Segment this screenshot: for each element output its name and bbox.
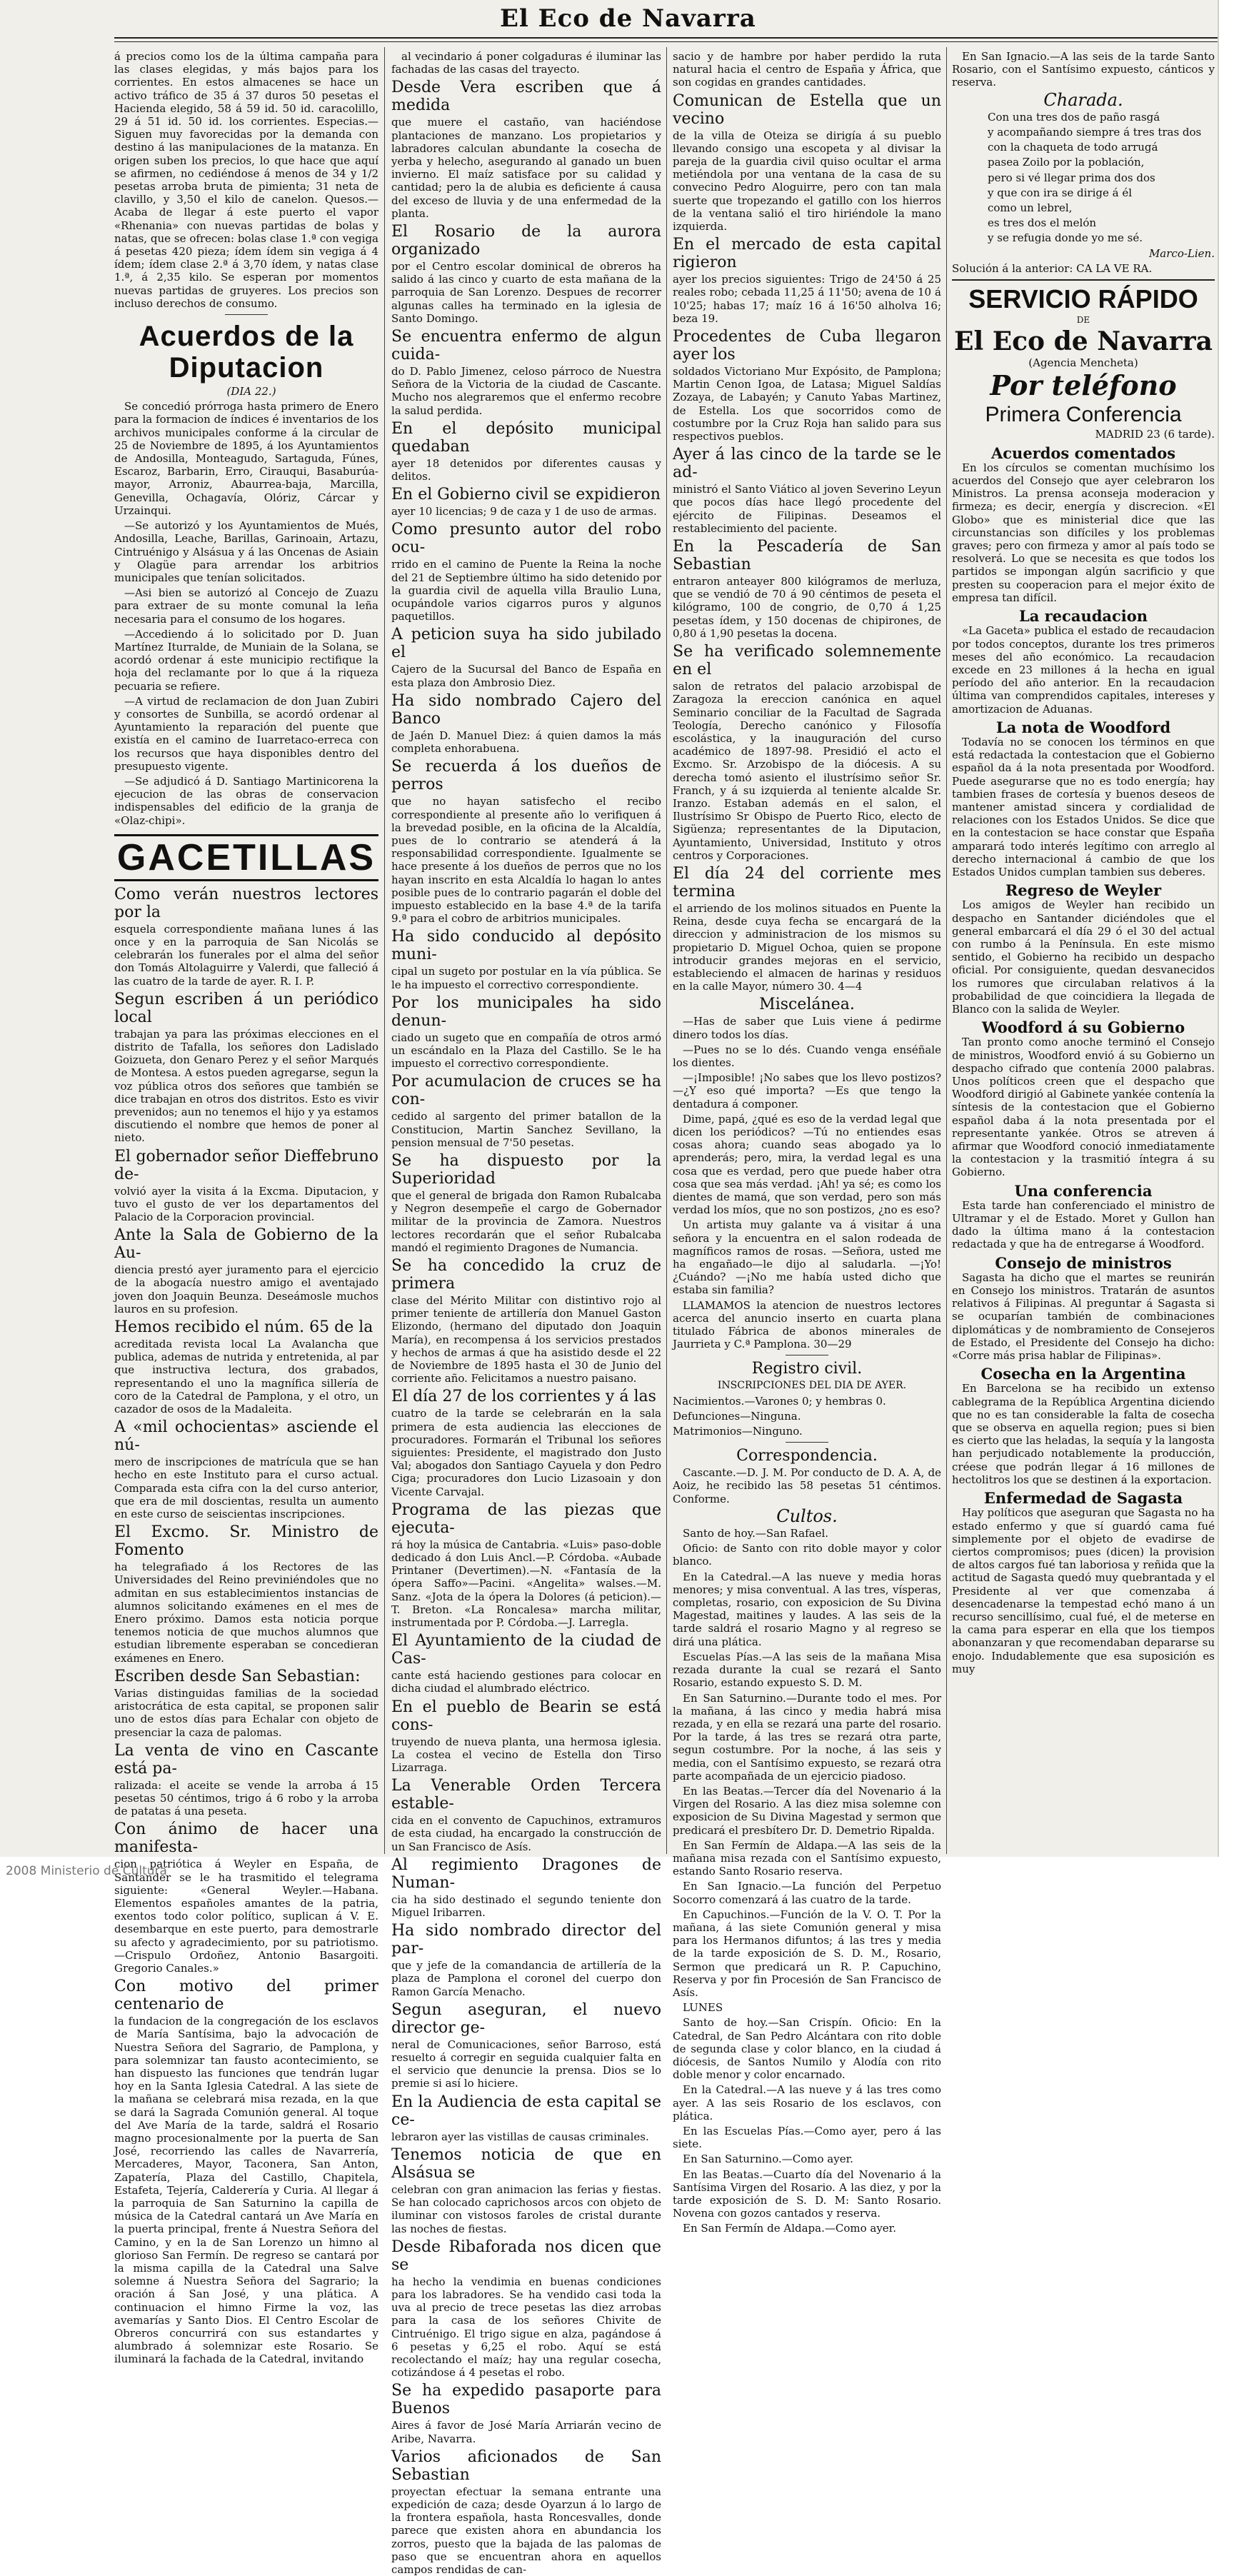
telegram-headline: Consejo de ministros [995,1253,1172,1272]
charada-line: y que con ira se dirige á él [988,186,1133,199]
acuerdo-item: —Accediendo á lo solicitado por D. Juan Martínez Iturralde, de Muniain de la Solana, se acordó ordenar á este municipio rectifique la hoja del reclamante por lo que á la riqueza pecuaria se refiere. [114,627,378,693]
gacetilla-body: diencia prestó ayer juramento para el ejercicio de la abogacía nuestro amigo el aventajado joven don Joaquin Beunza. Deseámosle muchos lauros en su profesion. [114,1263,378,1315]
news-item-headline: El día 24 del corriente mes termina [673,864,941,901]
news-item-headline: Se encuentra enfermo de algun cuida- [391,328,661,364]
news-item-headline: La Venerable Orden Tercera estable- [391,1777,661,1813]
masthead-rule [114,37,1218,39]
news-item-body: cia ha sido destinado el segundo teniente don Miguel Iribarren. [391,1893,661,1920]
gacetilla-body: cion patriótica á Weyler en España, de Santander se le ha trasmitido el telegrama siguiente: «General Weyler.—Habana. Elementos españoles amantes de la patria, exentos todo color político, suplican á V. E. desembarque en este puerto, para demostrarle su afecto y agradecimiento, por su patriotismo.—Crispulo Ordoñez, Antonio Basargoiti. Gregorio Canales.» [114,1858,378,1975]
telegram-body: Todavía no se conocen los términos en que está redactada la contestacion que el Gobierno español da á la nota presentada por Woodford. Puede asegurarse que no es todo energía; hay tambien frases de cortesía y buenos deseos de mantener amistad sincera y cordialidad de relaciones con los Estados Unidos. Se dice que en la contestacion se hace constar que España amparará todo interés legítimo con arreglo al derecho internacional á cambio de que los Estados Unidos cumplan tambien sus deberes. [952,735,1215,878]
acuerdo-item: —Asi bien se autorizó al Concejo de Zuazu para extraer de su monte comunal la leña necesaria para el consumo de los hogares. [114,586,378,626]
gacetilla-headline: A «mil ochocientas» asciende el nú- [114,1418,378,1455]
telegram-body: Hay políticos que aseguran que Sagasta no ha estado enfermo y que sí guardó cama fué simplemente por el objeto de evadirse de ciertos compromisos; pues (dicen) la provision de altos cargos fué tan laboriosa y reñida que la actitud de Sagasta quedó muy quebrantada y el Presidente al ver que comenzaba á desencadenarse la tempestad echó mano á un recurso sencillísimo, cual fué, el de meterse en la cama para esperar en ella que los tiempos abonanzaran y que recomendaban depararse su enojo. Indudablemente que esa suposición es muy [952,1506,1215,1675]
cultos-item: En la Catedral.—A las nueve y á las tres como ayer. A las seis Rosario de los esclavos, con plática. [673,2083,941,2123]
registro-subtitle: INSCRIPCIONES DEL DIA DE AYER. [717,1380,907,1392]
telegram-headline: Acuerdos comentados [990,443,1176,462]
cultos-item: En las Beatas.—Tercer día del Novenario á la Virgen del Rosario. A las diez misa solemne con exposicion de Su Divina Magestad y sermon que predicará el presbítero Dr. D. Demetrio Ripalda. [673,1784,941,1837]
primera-conferencia: Primera Conferencia [985,403,1182,427]
acuerdo-item: —Se adjudicó á D. Santiago Martinicorena la ejecucion de las obras de conservacion indispensables del edificio de la granja de «Olaz-chipi». [114,774,378,827]
san-ignacio-text: En San Ignacio.—A las seis de la tarde Santo Rosario, con el Santísimo expuesto, cánticos y reserva. [952,50,1215,89]
charada-line: pero si vé llegar prima dos dos [988,171,1155,184]
column-2-list [391,50,661,2576]
news-item-headline: Ha sido conducido al depósito muni- [391,928,661,964]
column-3 [673,50,941,2235]
news-item-body: de la villa de Oteiza se dirigía á su pueblo llevando consigo una escopeta y al divisar la pareja de la guardia civil quiso ocultar el arma metiéndola por una ventana de la casa de su convecino Pedro Aloguirre, pero con tan mala suerte que tropezando el gatillo con los hierros de la ventana salió el tiro hiriéndole la mano izquierda. [673,129,941,234]
news-item-body: ha hecho la vendimia en buenas condiciones para los labradores. Se ha vendido casi toda la uva al precio de trece pesetas las diez arrobas para la casa de los señores Chivite de Cintruénigo. El trigo sigue en alza, pagándose á 6 pesetas y 6,25 el robo. Aquí se está recolectando el maíz; hay una regular cosecha, cotizándose á 4 pesetas el robo. [391,2275,661,2380]
gacetilla-body: mero de inscripciones de matrícula que se han hecho en este Instituto para el curso actual. Comparada esta cifra con la del curso anterior, que era de mil doscientas, resulta un aumento en este curso de seiscientas inscripciones. [114,1455,378,1521]
telegram-headline: Woodford á su Gobierno [981,1018,1185,1037]
gacetilla-body: esquela correspondiente mañana lunes á las once y en la parroquia de San Nicolás se celebrarán los funerales por el alma del señor don Tomás Altolaguirre y Valerdi, que falleció á las cuatro de la tarde de ayer. R. I. P. [114,922,378,988]
cultos-item: En San Fermín de Aldapa.—Como ayer. [683,2222,896,2235]
column-1 [114,50,378,2366]
news-item-headline: Comunican de Estella que un vecino [673,91,941,128]
news-item-headline: En la Pescadería de San Sebastian [673,538,941,574]
news-item-body: cedido al sargento del primer batallon de la Constitucion, Martin Sanchez Sevillano, la pension mensual de 7'50 pesetas. [391,1110,661,1149]
news-item-headline: Procedentes de Cuba llegaron ayer los [673,328,941,364]
column-4 [952,50,1215,1853]
acuerdo-item: Se concedió prórroga hasta primero de Enero para la formacion de índices é inventarios de los archivos municipales conforme á la circular de 25 de Noviembre de 1895, á los Ayuntamientos de Andosilla, Monteagudo, Sartaguda, Fúnes, Escaroz, Barbarin, Erro, Cirauqui, Basaburúa-mayor, Arroniz, Abaurrea-baja, Marcilla, Genevilla, Ochagavía, Olóriz, Cárcar y Urzainqui. [114,400,378,517]
correspondencia-text: Cascante.—D. J. M. Por conducto de D. A. A, de Aoiz, he recibido las 58 pesetas 51 céntimos. Conforme. [673,1466,941,1505]
news-item-body: el arriendo de los molinos situados en Puente la Reina, desde cuya fecha se encargará de la direccion y administracion de los mismos su propietario D. Miguel Ochoa, quien se propone introducir grandes mejoras en el servicio, estableciendo el almacen de harinas y residuos en la calle Mayor, número 30. 4—4 [673,901,941,993]
miscelanea-item: —Pues no se lo dés. Cuando venga enséñale los dientes. [673,1043,941,1069]
news-item-body: proyectan efectuar la semana entrante una expedición de caza; desde Oyarzun á lo largo de la frontera española, hasta Roncesvalles, donde parece que existen ahora en abundancia los zorros, puesto que la bajada de las palomas de paso que se encuentran ahora en aquellos campos rendidas de can- [391,2485,661,2576]
telegram-body: «La Gaceta» publica el estado de recaudacion por todos conceptos, durante los tres primeros meses del año económico. La recaudacion excede en 23 millones á la hecha en igual período del año anterior. En la recaudacion última van comprendidos capitales, intereses y amortizacion de Aduanas. [952,624,1215,716]
news-item-body: al vecindario á poner colgaduras é iluminar las fachadas de las casas del trayecto. [391,50,661,76]
column-2 [391,50,661,2576]
news-item-headline: Tenemos noticia de que en Alsásua se [391,2145,661,2182]
news-item-headline: El día 27 de los corrientes y á las [391,1388,656,1406]
cultos-item: LUNES [683,2001,723,2015]
column-3-list [673,92,941,993]
telegram-headline: Regreso de Weyler [1005,881,1162,900]
gacetilla-headline: Con ánimo de hacer una manifesta- [114,1820,378,1857]
acuerdos-list [114,400,378,827]
telegram-body: Tan pronto como anoche terminó el Consejo de ministros, Woodford envió á su Gobierno un despacho cifrado que contenía 2000 palabras. Unos políticos creen que el despacho que Woodford dirigió al Gabinete yankée contenía la síntesis de la contestacion que el Gobierno español daba á la nota presentada por el representante yankée. Otros se atreven á afirmar que Woodford conoció inmediatamente la contestacion y la trasmitió íntegra á su Gobierno. [952,1036,1215,1179]
news-item-headline: Se ha expedido pasaporte para Buenos [391,2382,661,2418]
telegram-body: Sagasta ha dicho que el martes se reunirán en Consejo los ministros. Tratarán de asuntos relativos á Filipinas. Al preguntar á Sagasta si se ocuparían también de combinaciones diplomáticas y de nombramiento de Consejeros de Estado, el Presidente del Consejo ha dicho: «Corre más prisa hablar de Filipinas». [952,1271,1215,1363]
charada-line: y acompañando siempre á tres tras dos [988,126,1202,139]
miscelanea-item: Dime, papá, ¿qué es eso de la verdad legal que dicen los periódicos? —Tú no entiendes esas cosas ahora; cuando seas abogado ya lo aprenderás; pero, mira, la verdad legal es una cosa que es verdad, pero que puede haber otra cosa que sea más verdad. ¡Ah! ya sé; es como los dientes de mamá, que son verdad, pero son más verdad los míos, que no son postizos, ¿no es eso? [673,1112,941,1217]
news-list [952,443,1215,1675]
dateline: MADRID 23 (6 tarde). [1095,428,1215,441]
telegram-headline: Cosecha en la Argentina [980,1365,1186,1383]
news-item-headline: Se recuerda á los dueños de perros [391,758,661,794]
miscelanea-item: Un artista muy galante va á visitar á una señora y la encuentra en el salon rodeada de magníficos ramos de rosas. —Señora, usted me ha engañado—le dijo al saludarla. —¡Yo! ¿Cuándo? —¡No me había usted dicho que estaba sin familia? [673,1218,941,1297]
news-item-body: ayer 10 licencias; 9 de caza y 1 de uso de armas. [391,505,657,518]
miscelanea-item: —¡Imposible! ¡No sabes que los llevo postizos? —¿Y eso qué importa? —Es que tengo la dentadura á componer. [673,1071,941,1111]
news-item-body: rá hoy la música de Cantabria. «Luis» paso-doble dedicado á don Luis Ancl.—P. Córdoba. «Aubade Printaner (Devertimen).—N. «Fantasía de la ópera Saffo»—Pacini. «Angelita» walses.—M. Sanz. «Jota de la ópera la Dolores (á peticion).—T. Breton. «La Roncalesa» marcha militar, instrumentada por P. Córdoba.—J. Larregla. [391,1538,661,1630]
cultos-item: En la Catedral.—A las nueve y media horas menores; y misa conventual. A las tres, vísperas, completas, rosario, con exposicion de Su Divina Magestad, maitines y laudes. A las seis de la tarde saldrá el rosario Magno y al regreso se dirá una plática. [673,1570,941,1648]
gacetilla-body: volvió ayer la visita á la Excma. Diputacion, y tuvo el gusto de ver los departamentos del Palacio de la Corporacion provincial. [114,1184,378,1224]
news-item-body: ciado un sugeto que en compañía de otros armó un escándalo en la Plaza del Castillo. Se le ha impuesto el correctivo correspondiente. [391,1031,661,1071]
news-item-body: do D. Pablo Jimenez, celoso párroco de Nuestra Señora de la Victoria de la ciudad de Cascante. Mucho nos alegraremos que el enfermo recobre la salud perdida. [391,365,661,417]
news-item-headline: Se ha concedido la cruz de primera [391,1256,661,1293]
registro-item: Nacimientos.—Varones 0; y hembras 0. [673,1394,886,1408]
news-item-body: celebran con gran animacion las ferias y fiestas. Se han colocado caprichosos arcos con objeto de iluminar con vistosos faroles de cristal durante las noches de fiestas. [391,2182,661,2235]
telegram-body: Esta tarde han conferenciado el ministro de Ultramar y el de Estado. Moret y Gullon han dado la última mano á la contestacion redactada y que ha de entregarse á Woodford. [952,1198,1215,1251]
news-item-headline: En el mercado de esta capital rigieron [673,236,941,272]
cultos-item: En San Saturnino.—Durante todo el mes. Por la mañana, á las cinco y media habrá misa rezada, y en ella se rezará una parte del rosario. Por la tarde, á las tres se rezará otra parte, segun costumbre. Por la noche, á las seis y media, con el Santísimo expuesto, se rezará otra parte acompañada de un ejercicio piadoso. [673,1691,941,1783]
news-item-body: Cajero de la Sucursal del Banco de España en esta plaza don Ambrosio Diez. [391,663,661,689]
news-item-body: cuatro de la tarde se celebrarán en la sala primera de esta audiencia las elecciones de procuradores. Formarán el Tribunal los señores siguientes: Presidente, el magistrado don Justo Val; abogados don Santiago Cayuela y don Pedro Ciga; procuradores don Lucio Lizasoain y don Vicente Carvajal. [391,1407,661,1498]
gacetilla-body: ralizada: el aceite se vende la arroba á 15 pesetas 50 céntimos, trigo á 6 robo y la arroba de patatas á una peseta. [114,1778,378,1818]
gacetilla-body: Varias distinguidas familias de la sociedad aristocrática de esta capital, se proponen salir uno de estos días para Echalar con objeto de presenciar la caza de palomas. [114,1686,378,1739]
servicio-de: DE [1076,315,1090,326]
gacetilla-headline: Hemos recibido el núm. 65 de la [114,1318,373,1337]
cultos-item: En Capuchinos.—Función de la V. O. T. Por la mañana, á las siete Comunión general y misa para los Hermanos difuntos; á las tres y media de la tarde exposición de S. D. M., Rosario, Sermon que predicará un R. P. Capuchino, Reserva y por fin Procesión de San Francisco de Asís. [673,1908,941,1999]
gacetilla-headline: Ante la Sala de Gobierno de la Au- [114,1226,378,1263]
news-item-body: de Jaén D. Manuel Diez: á quien damos la más completa enhorabuena. [391,728,661,756]
solucion-text: Solución á la anterior: CA LA VE RA. [952,261,1153,275]
cultos-title: Cultos. [776,1505,838,1526]
cultos-item: En las Beatas.—Cuarto día del Novenario á la Santísima Virgen del Rosario. A las diez, y por la tarde exposición de S. D. M: Santo Rosario. Novena con gozos cantados y reserva. [673,2167,941,2220]
news-item-headline: En el pueblo de Bearin se está cons- [391,1698,661,1734]
news-item-headline: Desde Vera escriben que á medida [391,79,661,115]
acuerdos-title: Acuerdos de la Diputacion [139,321,354,384]
gacetilla-headline: El Excmo. Sr. Ministro de Fomento [114,1523,378,1560]
telegram-body: Los amigos de Weyler han recibido un despacho en Santander diciéndoles que el general embarcará el día 29 ó el 30 del actual con rumbo á la Península. En este mismo sentido, el Gobierno ha recibido un despacho oficial. Por consiguiente, quedan desvanecidos los rumores que circulaban relativos á la probabilidad de que coincidiera la llegada de Blanco con la salida de Weyler. [952,898,1215,1016]
divider [786,1442,828,1443]
news-item-headline: Se ha verificado solemnemente en el [673,643,941,679]
miscelanea-title: Miscelánea. [759,996,855,1014]
charada-signature: Marco-Lien. [1148,246,1215,260]
news-item-headline: Programa de las piezas que ejecuta- [391,1500,661,1537]
masthead: El Eco de Navarra [500,4,756,33]
acuerdo-item: —Se autorizó y los Ayuntamientos de Mués, Andosilla, Leache, Barillas, Garinoain, Artazu, Cintruénigo y Alsásua y á las Oncenas de Asiain y Olagüe para arrendar los arbitrios municipales que tenían solicitados. [114,519,378,584]
news-item-body: truyendo de nueva planta, una hermosa iglesia. La costea el vecino de Estella don Tirso Lizarraga. [391,1735,661,1775]
cultos-item: Santo de hoy.—San Crispín. Oficio: En la Catedral, de San Pedro Alcántara con rito doble de segunda clase y color blanco, en la ciudad á diócesis, de Santos Numilo y Alodía con rito doble menor y color encarnado. [673,2016,941,2082]
gacetillas-title: GACETILLAS [114,834,378,881]
news-item-headline: El Ayuntamiento de la ciudad de Cas- [391,1632,661,1668]
correspondencia-title: Correspondencia. [736,1447,878,1465]
news-item-body: que y jefe de la comandancia de artillería de la plaza de Pamplona el coronel del cuerpo don Ramon García Menacho. [391,1959,661,1998]
news-item-headline: Como presunto autor del robo ocu- [391,521,661,557]
news-item-body: cida en el convento de Capuchinos, extramuros de esta ciudad, ha encargado la construcción de un San Francisco de Asís. [391,1814,661,1853]
news-item-body: rrido en el camino de Puente la Reina la noche del 21 de Septiembre último ha sido detenido por la guardia civil de aquella villa Braulio Luna, ocupándole varios cigarros puros y algunos paquetillos. [391,558,661,623]
agencia: (Agencia Mencheta) [1028,356,1138,370]
gacetilla-headline: Con motivo del primer centenario de [114,1978,378,2014]
news-item-headline: Desde Ribaforada nos dicen que se [391,2237,661,2274]
market-text: á precios como los de la última campaña para las clases elegidas, y más bajos para los corrientes. En estos almacenes se hace un activo tráfico de 35 á 37 duros 50 pesetas el Hacienda elegido, 58 á 59 id. 50 id. caracolillo, 29 á 51 id. 50 id. los corrientes. Especias.—Siguen muy favorecidas por la demanda con destino á las manipulaciones de la matanza. En origen suben los precios, lo que hace que aquí se afirmen, no cediéndose á menos de 34 y 1/2 pesetas arroba bruta de pimienta; 31 neta de clavillo, y 3,50 el kilo de canelon. Quesos.—Acaba de llegar á este puerto el vapor «Rhenania» con nuevas partidas de bolas y natas, que se ofrecen: bolas clase 1.ª con vegiga á pesetas 420 pieza; ídem ídem sin vegiga á 4 ídem; ídem clase 2.ª á 3,70 ídem, y natas clase 1.ª, á 2,35 kilo. Se esperan por momentos nuevas partidas de gruyeres. Los precios son incluso derechos de consumo. [114,50,378,310]
charada-line: con la chaqueta de todo arrugá [988,141,1158,154]
charada-line: Con una tres dos de paño rasgá [988,110,1160,124]
telegram-body: En Barcelona se ha recibido un extenso cablegrama de la República Argentina diciendo que no es tan considerable la falta de cosecha que se observa en aquella region; pues si bien es cierto que las heladas, la sequía y la langosta han perjudicado notablemente la producción, créese que podrán llegar á 16 millones de hectolitros los que se destinen á la exportacion. [952,1382,1215,1486]
cultos-list [673,1527,941,2235]
news-item-headline: Segun aseguran, el nuevo director ge- [391,2000,661,2037]
news-item-body: Aires á favor de José María Arriarán vecino de Aribe, Navarra. [391,2419,661,2445]
gacetilla-headline: La venta de vino en Cascante está pa- [114,1741,378,1778]
cultos-item: Escuelas Pías.—A las seis de la mañana Misa rezada durante la cual se rezará el Santo Rosario, estando expuesto S. D. M. [673,1650,941,1690]
news-item-headline: El Rosario de la aurora organizado [391,223,661,259]
servicio-rapido-title: SERVICIO RÁPIDO [968,284,1198,314]
footer-credit: 2008 Ministerio de Cultura [6,1864,167,1878]
registro-list [673,1395,941,1438]
cultos-item: En San Saturnino.—Como ayer. [683,2152,853,2166]
gacetilla-headline: Como verán nuestros lectores por la [114,885,378,921]
gacetilla-body: trabajan ya para las próximas elecciones en el distrito de Tafalla, los señores don Ladislado Goizueta, don Genaro Perez y el señor Marqués de Montesa. A estos pueden agregarse, segun la voz pública otros dos señores que también se dice trabajan en otros dos distritos. Esto es vivir prevenidos; aun no tenemos el hijo y ya estamos discutiendo el nombre que hemos de poner al nieto. [114,1027,378,1145]
news-item-body: que muere el castaño, van haciéndose plantaciones de manzano. Los propietarios y labradores calculan abundante la cosecha de yerba y helecho, asegurando al ganado un buen invierno. El maíz satisface por su calidad y cantidad; pero la de alubia es deficiente á causa del exceso de lluvia y de una enfermedad de la planta. [391,116,661,220]
telegram-headline: La recaudacion [1018,607,1148,626]
column-separator [946,47,947,1854]
news-item-body: soldados Victoriano Mur Expósito, de Pamplona; Martin Cenon Igoa, de Latasa; Miguel Saldías Zozaya, de Labayén; y Canuto Yabas Martinez, de Estella. Los que socorridos como de costumbre por la Cruz Roja han salido para sus respectivos pueblos. [673,365,941,443]
miscelanea-item: —Has de saber que Luis viene á pedirme dinero todos los días. [673,1015,941,1041]
divider [952,279,1215,281]
cultos-item: En las Escuelas Pías.—Como ayer, pero á las siete. [673,2125,941,2151]
acuerdo-item: —A virtud de reclamacion de don Juan Zubiri y consortes de Sunbilla, se acordó ordenar al Ayuntamiento la reparación del puente que existía en el camino de Iuarretaco-erreca con los recursos que haya disponibles dentro del presupuesto vigente. [114,694,378,773]
news-item-body: entraron anteayer 800 kilógramos de merluza, que se vendió de 70 á 90 céntimos de peseta el kilógramo, 100 de congrio, de 0,70 á 1,25 pesetas ídem, y 150 docenas de chipirones, de 0,80 á 1,90 pesetas la docena. [673,575,941,640]
charada-line: pasea Zoilo por la población, [988,156,1145,169]
charada-title: Charada. [1043,89,1123,110]
news-item-headline: Por acumulacion de cruces se ha con- [391,1073,661,1109]
news-item-headline: En la Audiencia de esta capital se ce- [391,2093,661,2129]
cultos-item: Santo de hoy.—San Rafael. [683,1527,829,1540]
charada-verse [952,111,1215,245]
news-item-body: ayer 18 detenidos por diferentes causas y delitos. [391,456,661,483]
news-item-headline: Ha sido nombrado Cajero del Banco [391,691,661,728]
registro-title: Registro civil. [751,1360,863,1378]
column-separator [384,47,385,1854]
charada-line: y se refugia donde yo me sé. [988,231,1143,245]
gacetilla-body: ha telegrafiado á los Rectores de las Universidades del Reino previniéndoles que no admitan en sus establecimientos instancias de alumnos solicitando exámenes en el mes de Enero próximo. Damos esta noticia porque tenemos noticia de que muchos alumnos que estudian libremente esperaban se concedieran exámenes en Enero. [114,1560,378,1665]
telegram-body: En los círculos se comentan muchísimo los acuerdos del Consejo que ayer celebraron los Ministros. La prensa aconseja moderacion y firmeza; es decir, energía y discrecion. «El Globo» que es ministerial dice que las circunstancias son difíciles y los problemas graves; pero con firmeza y amor al país todo se resolverá. Lo que se necesita es que todos los partidos se impongan algún sacrificio y que presten su cooperacion para el mejor éxito de empresa tan difícil. [952,461,1215,604]
masthead-rule-thin [114,41,1218,42]
news-item-body: clase del Mérito Militar con distintivo rojo al primer teniente de artillería don Manuel Gaston Elizondo, (hermano del diputado don Joaquin María), en recompensa á los servicios prestados y hechos de armas á que ha asistido desde el 22 de Noviembre de 1895 hasta el 30 de Junio del corriente año. Felicitamos a nuestro paisano. [391,1293,661,1385]
news-item-headline: Varios aficionados de San Sebastian [391,2447,661,2484]
telegram-headline: Una conferencia [1014,1181,1153,1200]
charada-line: es tres dos el melón [988,216,1097,230]
intro-text: sacio y de hambre por haber perdido la ruta natural hacia el centro de España y África, que son cogidas en grandes cantidades. [673,50,941,89]
miscelanea-item: LLAMAMOS la atencion de nuestros lectores acerca del anuncio inserto en cuarta plana titulado Fábrica de abonos minerales de Jaurrieta y C.ª Pamplona. 30—29 [673,1298,941,1351]
news-item-body: cipal un sugeto por postular en la vía pública. Se le ha impuesto el correctivo correspondiente. [391,965,661,991]
gacetilla-headline: El gobernador señor Dieffebruno de- [114,1147,378,1183]
news-item-headline: Ayer á las cinco de la tarde se le ad- [673,446,941,482]
gacetilla-body: acreditada revista local La Avalancha que publica, ademas de nutrida y entretenida, al par que instructiva lectura, dos grabados, representando el uno la magnífica sillería de coro de la Catedral de Pamplona, y el otro, un cazador de osos de la Madaleita. [114,1338,378,1416]
news-item-body: ministró el Santo Viático al joven Severino Leyun que pocos días hace llegó procedente del ejército de Filipinas. Deseamos el restablecimiento del paciente. [673,483,941,535]
news-item-body: salon de retratos del palacio arzobispal de Zaragoza la ereccion canónica en aquel Seminario conciliar de la Facultad de Sagrada Teología, Derecho canónico y Filosofía escolástica, y la inauguración del curso académico de 1897-98. Presidió el acto el Excmo. Sr. Arzobispo de la diócesis. A su derecha tomó asiento el ilustrísimo señor Sr. Franch, y á su izquierda al teniente alcalde Sr. Iranzo. Estaban además en el salon, el Ilustrísimo Sr Obispo de Puerto Rico, electo de Sigüenza; representantes de la Diputacion, Ayuntamiento, Universidad, Instituto y otros centros y Corporaciones. [673,680,941,862]
gacetilla-headline: Segun escriben á un periódico local [114,990,378,1026]
news-item-headline: Al regimiento Dragones de Numan- [391,1855,661,1892]
news-item-headline: Se ha dispuesto por la Superioridad [391,1151,661,1188]
news-item-body: por el Centro escolar dominical de obreros ha salido á las cinco y cuarto de esta mañana de la parroquia de San Lorenzo. Despues de recorrer algunas calles ha terminado en la iglesia de Santo Domingo. [391,260,661,325]
news-item-body: lebraron ayer las vistillas de causas criminales. [391,2130,649,2143]
divider [225,314,268,315]
news-item-headline: Ha sido nombrado director del par- [391,1922,661,1958]
news-item-headline: A peticion suya ha sido jubilado el [391,626,661,662]
charada-line: como un lebrel, [988,201,1073,215]
cultos-item: Oficio: de Santo con rito doble mayor y color blanco. [673,1542,941,1568]
gacetillas-list [114,886,378,2366]
registro-item: Matrimonios—Ninguno. [673,1425,803,1438]
por-telefono: Por teléfono [990,369,1177,402]
news-item-body: neral de Comunicaciones, señor Barroso, está resuelto á corregir en seguida cualquier falta en el servicio que denuncie la prensa. Dios se lo premie si así lo hiciere. [391,2038,661,2090]
acuerdos-date: (DIA 22.) [226,385,276,399]
cultos-item: En San Ignacio.—La función del Perpetuo Socorro comenzará á las cuatro de la tarde. [673,1880,941,1906]
gacetilla-body: la fundacion de la congregación de los esclavos de María Santísima, bajo la advocación de Nuestra Señora del Sagrario, de Pamplona, y para solemnizar tan fausto acontecimiento, se han dispuesto las funciones que tendrán lugar hoy en la Santa Iglesia Catedral. A las siete de la mañana se celebrará misa rezada, en la que se dará la Sagrada Comunión general. Al toque del Ave María de la tarde, saldrá el Rosario magno procesionalmente por la puerta de San José, recorriendo las calles de Navarrería, Mercaderes, Mayor, Taconera, San Anton, Zapatería, Plaza del Castillo, Chapitela, Estafeta, Tejería, Calderería y Curia. Al llegar á la parroquia de San Saturnino la capilla de música de la Catedral cantará un Ave María en la puerta principal, frente á Nuestra Señora del Camino, y en la de San Lorenzo un himno al glorioso San Fermín. De regreso se cantará por la misma capilla de la Catedral una Salve solemne á Nuestra Señora del Sagrario; la oración á San José, y una plática. A continuacion el himno Firme la voz, las avemarías y Santo Dios. El Centro Escolar de Obreros concurrirá con sus estandartes y alumbrado á solemnizar este Rosario. Se iluminará la fachada de la Catedral, invitando [114,2015,378,2366]
news-item-body: ayer los precios siguientes: Trigo de 24'50 á 25 reales robo; cebada 11,25 á 11'50; avena de 10 á 10'25; habas 17; maíz 16 á 16'50 alholva 16; beza 19. [673,273,941,325]
telegram-headline: Enfermedad de Sagasta [983,1489,1183,1508]
news-item-body: que no hayan satisfecho el recibo correspondiente al presente año lo verifiquen á la brevedad posible, en la oficina de la Alcaldía, pues de lo contrario se atenderá á la responsabilidad correspondiente. Igualmente se hace presente á los dueños de perros que no los hayan inscrito en esta Alcaldía lo hagan lo antes posible pues de lo contrario pagarán el doble del impuesto establecido en la base 4.ª de la tarifa 9.ª para el cobro de arbitrios municipales. [391,795,661,926]
news-item-headline: En el Gobierno civil se expidieron [391,486,661,504]
column-separator [666,47,667,1854]
telegram-headline: La nota de Woodford [995,718,1171,736]
miscelanea-list [673,1015,941,1350]
news-item-body: cante está haciendo gestiones para colocar en dicha ciudad el alumbrado eléctrico. [391,1669,661,1695]
registro-item: Defunciones—Ninguna. [673,1409,801,1423]
news-item-body: que el general de brigada don Ramon Rubalcaba y Negron desempeñe el cargo de Gobernador militar de la provincia de Zamora. Nuestros lectores recordarán que el señor Rubalcaba mandó el regimiento Dragones de Numancia. [391,1188,661,1254]
news-item-headline: Por los municipales ha sido denun- [391,993,661,1030]
gacetilla-headline: Escriben desde San Sebastian: [114,1667,361,1685]
news-item-headline: En el depósito municipal quedaban [391,419,661,456]
servicio-newspaper-name: El Eco de Navarra [954,326,1213,357]
cultos-item: En San Fermín de Aldapa.—A las seis de la mañana misa rezada con el Santísimo expuesto, estando Santo Rosario reserva. [673,1838,941,1878]
